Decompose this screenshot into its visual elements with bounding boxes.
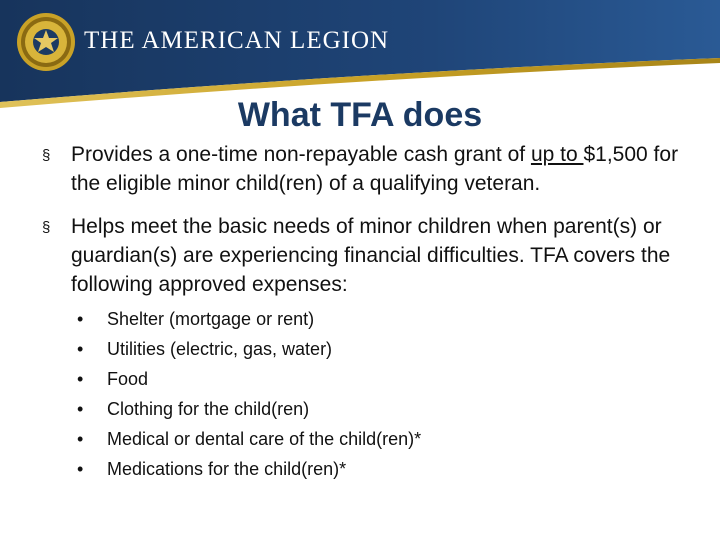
expense-label: Medical or dental care of the child(ren)*: [107, 429, 422, 449]
bullet-list: [40, 140, 700, 484]
expense-item: [71, 424, 700, 454]
square-bullet-icon: §: [42, 219, 51, 236]
expense-item: [71, 394, 700, 424]
header-banner: [0, 0, 720, 110]
bullet-item-needs: [40, 212, 700, 484]
expense-label: Shelter (mortgage or rent): [107, 309, 315, 329]
square-bullet-icon: §: [42, 147, 51, 164]
bullet-item-grant: [40, 140, 700, 198]
dot-bullet-icon: •: [77, 459, 84, 479]
expense-item: [71, 304, 700, 334]
dot-bullet-icon: •: [77, 429, 84, 449]
header-background: [0, 0, 720, 110]
expense-label: Clothing for the child(ren): [107, 399, 310, 419]
expense-label: Food: [107, 369, 149, 389]
expense-item: [71, 334, 700, 364]
expense-list: [71, 304, 700, 484]
dot-bullet-icon: •: [77, 369, 84, 389]
needs-text: Helps meet the basic needs of minor children when parent(s) or guardian(s) are experiencing financial difficulties. TFA covers the following approved expenses:: [71, 215, 671, 296]
grant-text-after: $1,500 for the eligible minor child(ren) of a qualifying veteran.: [71, 143, 679, 195]
expense-label: Medications for the child(ren)*: [107, 459, 347, 479]
slide-title: What TFA does: [237, 96, 483, 134]
expense-item: [71, 364, 700, 394]
american-legion-emblem-icon: [16, 12, 76, 72]
organization-name: THE AMERICAN LEGION: [84, 27, 390, 54]
expense-label: Utilities (electric, gas, water): [107, 339, 333, 359]
grant-underlined-text: up to: [530, 143, 584, 166]
dot-bullet-icon: •: [77, 309, 84, 329]
expense-item: [71, 454, 700, 484]
dot-bullet-icon: •: [77, 339, 84, 359]
grant-text-before: Provides a one-time non-repayable cash grant of: [71, 143, 531, 166]
dot-bullet-icon: •: [77, 399, 84, 419]
